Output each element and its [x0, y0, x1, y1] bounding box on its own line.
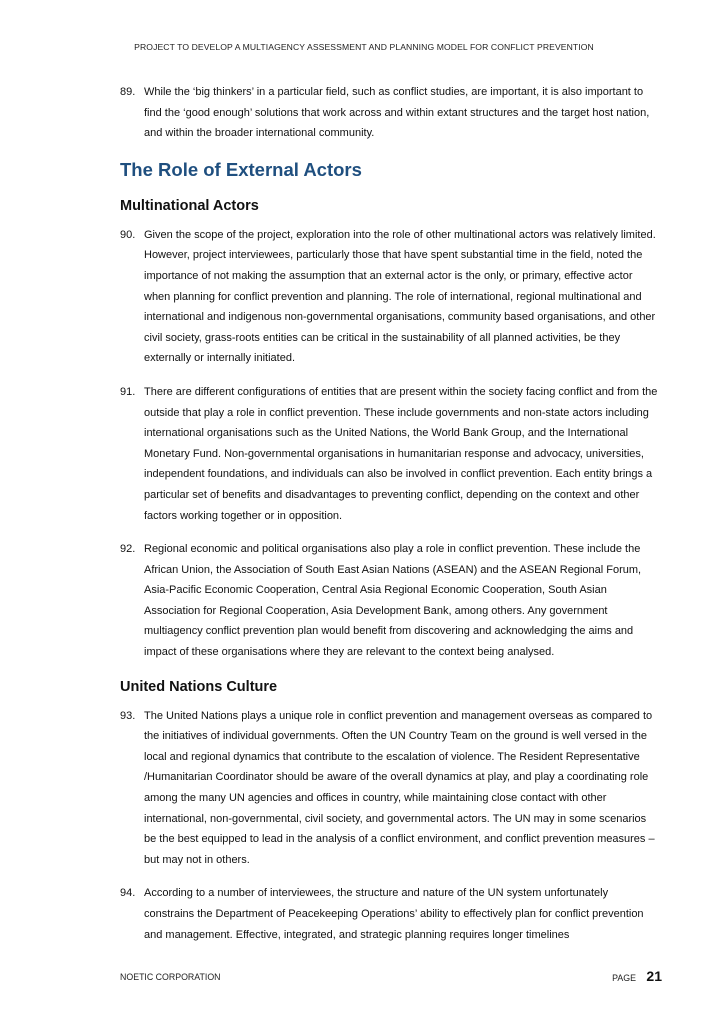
paragraph-92	[120, 539, 660, 663]
paragraph-number: 89.	[120, 86, 136, 98]
paragraph-number: 93.	[120, 709, 136, 722]
paragraph-number: 94.	[120, 887, 136, 900]
paragraph-90	[120, 225, 660, 369]
paragraph-text: Given the scope of the project, exploration into the role of other multinational actors was relatively limited. However, project interviewees, particularly those that have spent substantial time in the field, noted the importance of not making the assumption that an external actor is the only, or primary, effective actor when planning for conflict prevention and planning. The role of international, regional multinational and international and indigenous non-governmental organisations, community based organisations, and other civil society, grass-roots entities can be critical in the sustainability of all planned activities, be they externally or internally initiated.	[144, 228, 656, 365]
subsection-heading-united-nations-culture: United Nations Culture	[120, 678, 278, 695]
document-body	[120, 82, 660, 958]
paragraph-text: According to a number of interviewees, the structure and nature of the UN system unfortunately constrains the Department of Peacekeeping Operations’ ability to effectively plan for conflict prevention and management. Effective, integrated, and strategic planning requires longer timelines	[144, 887, 644, 941]
page-number: 21	[646, 968, 662, 984]
paragraph-text: There are different configurations of entities that are present within the society facing conflict and from the outside that play a role in conflict prevention. These include governments and non-state actors including international organisations such as the United Nations, the World Bank Group, and the International Monetary Fund. Non-governmental organisations in humanitarian response and advocacy, universities, independent foundations, and individuals can also be involved in conflict prevention. Each entity brings a particular set of benefits and disadvantages to preventing conflict, depending on the context and other factors working together or in opposition.	[144, 385, 658, 522]
subsection-heading-multinational-actors: Multinational Actors	[120, 197, 259, 214]
paragraph-text: The United Nations plays a unique role in conflict prevention and management overseas as compared to the initiatives of individual governments. Often the UN Country Team on the ground is well versed in the local and regional dynamics that contribute to the escalation of violence. The Resident Representative /Humanitarian Coordinator should be aware of the overall dynamics at play, and play a coordinating role among the many UN agencies and offices in country, while maintaining close contact with other international, non-governmental, civil society, and governmental actors. The UN may in some scenarios be the best equipped to lead in the analysis of a conflict environment, and conflict prevention measures – but may not in others.	[144, 709, 655, 866]
page-label: PAGE	[612, 973, 636, 983]
footer-page	[612, 968, 662, 984]
paragraph-number: 90.	[120, 228, 136, 241]
paragraph-89	[120, 82, 660, 144]
section-heading: The Role of External Actors	[120, 158, 362, 180]
paragraph-number: 92.	[120, 543, 136, 556]
paragraph-text: While the ‘big thinkers’ in a particular field, such as conflict studies, are important, it is also important to find the ‘good enough’ solutions that work across and within extant structures and the target host nation, and within the broader international community.	[144, 86, 650, 140]
running-header: PROJECT TO DEVELOP A MULTIAGENCY ASSESSMENT AND PLANNING MODEL FOR CONFLICT PREVENTION	[134, 42, 594, 52]
paragraph-93	[120, 706, 660, 871]
footer-organisation: NOETIC CORPORATION	[120, 972, 221, 982]
paragraph-91	[120, 382, 660, 526]
paragraph-text: Regional economic and political organisations also play a role in conflict prevention. These include the African Union, the Association of South East Asian Nations (ASEAN) and the ASEAN Regional Forum, Asia-Pacific Economic Cooperation, Central Asia Regional Economic Cooperation, South Asian Association for Regional Cooperation, Asia Development Bank, among others. Any government multiagency conflict prevention plan would benefit from discovering and acknowledging the aims and impact of these organisations where they are relevant to the context being analysed.	[144, 543, 642, 659]
paragraph-94	[120, 883, 660, 945]
paragraph-number: 91.	[120, 385, 136, 398]
